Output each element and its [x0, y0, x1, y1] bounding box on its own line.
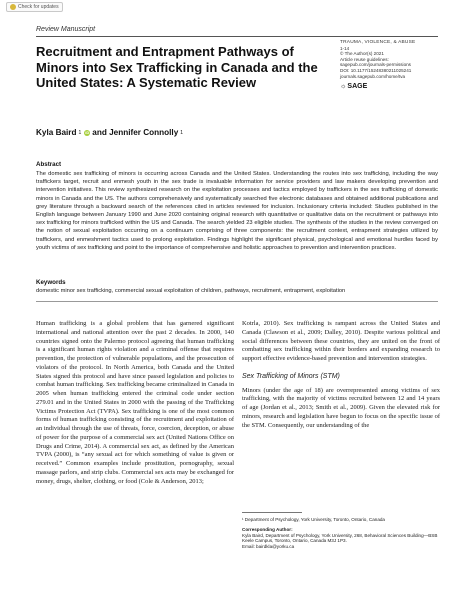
article-title: Recruitment and Entrapment Pathways of Minors into Sex Trafficking in Canada and the United States: A Systematic Review	[36, 44, 318, 90]
corresponding-author-address: Kyla Baird, Department of Psychology, York University, 268, Behavioral Sciences Building—BSB Keele Campus, Toronto, Ontario, Canada M3J 1P3.	[242, 532, 438, 544]
abstract-text: The domestic sex trafficking of minors is occurring across Canada and the United States. Understanding the routes into sex trafficking, including the way traffickers target, recruit and enmesh youth in the sex trade is invaluable information for service providers and law makers developing prevention and intervention initiatives. This review synthesized research on the exploitation processes and tactics employed by traffickers in the sex trafficking of domestic minors in Canada and the US. The authors comprehensively and systematically searched five electronic databases and obtained additional publications and grey literature through a backward search of the references cited in articles reviewed for inclusion. Inclusionary criteria included: Studies published in the English language between January 1990 and June 2020 containing original research with quantitative or qualitative data on the recruitment or pathways into sex trafficking for minors trafficked within the US and Canada. The search yielded 23 eligible studies. The synthesis of the studies in the review converged on the notion of sexual exploitation occurring on a continuum comprising of three components: the recruitment context, entrapment strategies utilized by traffickers, and enmeshment tactics used to prolong exploitation. Findings highlight the significant physical, psychological and emotional hurdles faced by youth victims of sex trafficking and point to the importance of comprehensive and holistic approaches to prevention and intervention practices.	[36, 171, 438, 251]
body-paragraph: Human trafficking is a global problem that has garnered significant international and national attention over the past 2 decades. In 2000, 140 countries signed onto the Palermo protocol agreeing that human trafficking is a significant human rights violation and a criminal offense that requires prevention, the protection of vulnerable populations, and the prosecution of violators of the protocol. In North America, both Canada and the United States signed this protocol and have since passed legislation and policies to combat human trafficking. Sex trafficking became criminalized in Canada in 2005 when human trafficking entered the criminal code under section 279.01 and in the United States in 2000 with the passing of the Trafficking Victims Protection Act (TVPA). Sex trafficking is one of the most common forms of human trafficking consisting of the recruitment and exploitation of an individual through the use of threats, force, coercion, deception, or abuse of power for the purpose of a commercial sex act (United Nations Office on Drugs and Crime, 2014). A commercial sex act, as defined by the American TVPA (2000), is “any sexual act for which something of value is given or received.” Common examples include prostitution, pornography, sexual massage parlors, and strip clubs. Commercial sex acts may be exchanged for money, drugs, shelter, clothing, or food (Cole & Anderson, 2013;	[36, 320, 234, 485]
check-for-updates-label: Check for updates	[18, 4, 59, 10]
reuse-guidelines-label: Article reuse guidelines:	[340, 56, 389, 62]
journal-pages: 1-14	[340, 45, 350, 51]
section-subheading: Sex Trafficking of Minors (STM)	[242, 372, 340, 380]
author-affiliation-marker: 1	[180, 129, 184, 136]
author-affiliation-marker: 1	[78, 129, 82, 136]
manuscript-type-label: Review Manuscript	[36, 26, 96, 33]
header-divider	[36, 36, 438, 37]
author-joiner[interactable]: and Jennifer Connolly	[92, 128, 179, 137]
corresponding-author-email[interactable]: Email: bairdkla@yorku.ca	[242, 544, 295, 550]
sage-logo	[340, 84, 450, 90]
body-paragraph: Kotrla, 2010). Sex trafficking is rampant across the United States and Canada (Clawson et al., 2009; Dalley, 2010). Despite various political and social differences between these countries, they are united on the front of combatting sex trafficking within their borders and expanding research to support effective evidence-based prevention and intervention strategies.	[242, 320, 440, 362]
journal-name: TRAUMA, VIOLENCE, & ABUSE	[340, 40, 416, 45]
keywords-text: domestic minor sex trafficking, commercial sexual exploitation of children, pathways, recruitment, entrapment, exploitation	[36, 288, 346, 294]
corresponding-author-heading: Corresponding Author:	[242, 526, 293, 532]
permissions-link[interactable]: sagepub.com/journals-permissions	[340, 62, 411, 68]
check-for-updates-badge[interactable]	[6, 2, 63, 12]
journal-home-link[interactable]: journals.sagepub.com/home/tva	[340, 73, 406, 79]
body-column-left	[36, 320, 234, 605]
body-column-right	[242, 320, 440, 430]
publisher-name: SAGE	[347, 83, 368, 91]
section-divider	[36, 301, 438, 302]
body-paragraph: Minors (under the age of 18) are overrepresented among victims of sex trafficking, with the majority of victims recruited between 12 and 14 years of age (Jordan et al., 2013; Smith et al., 2009). Given the elevated risk for minors, research and legislation have begun to focus on the specific issue of the STM. Consequently, our understanding of the	[242, 386, 440, 429]
update-status-icon	[10, 4, 16, 10]
author-line	[36, 128, 183, 137]
journal-meta-block	[340, 40, 450, 90]
affiliation-note: ¹ Department of Psychology, York University, Toronto, Ontario, Canada	[242, 517, 385, 522]
sage-mark-icon: ☼	[340, 83, 347, 91]
doi-link[interactable]: DOI: 10.1177/15248380211025241	[340, 67, 412, 73]
copyright-line: © The Author(s) 2021	[340, 51, 384, 57]
author-name[interactable]: Kyla Baird	[36, 128, 77, 137]
footnote-divider	[242, 512, 302, 513]
abstract-heading: Abstract	[36, 161, 62, 168]
orcid-icon[interactable]: iD	[85, 129, 90, 135]
keywords-heading: Keywords	[36, 279, 66, 286]
footnotes-block	[242, 512, 440, 550]
